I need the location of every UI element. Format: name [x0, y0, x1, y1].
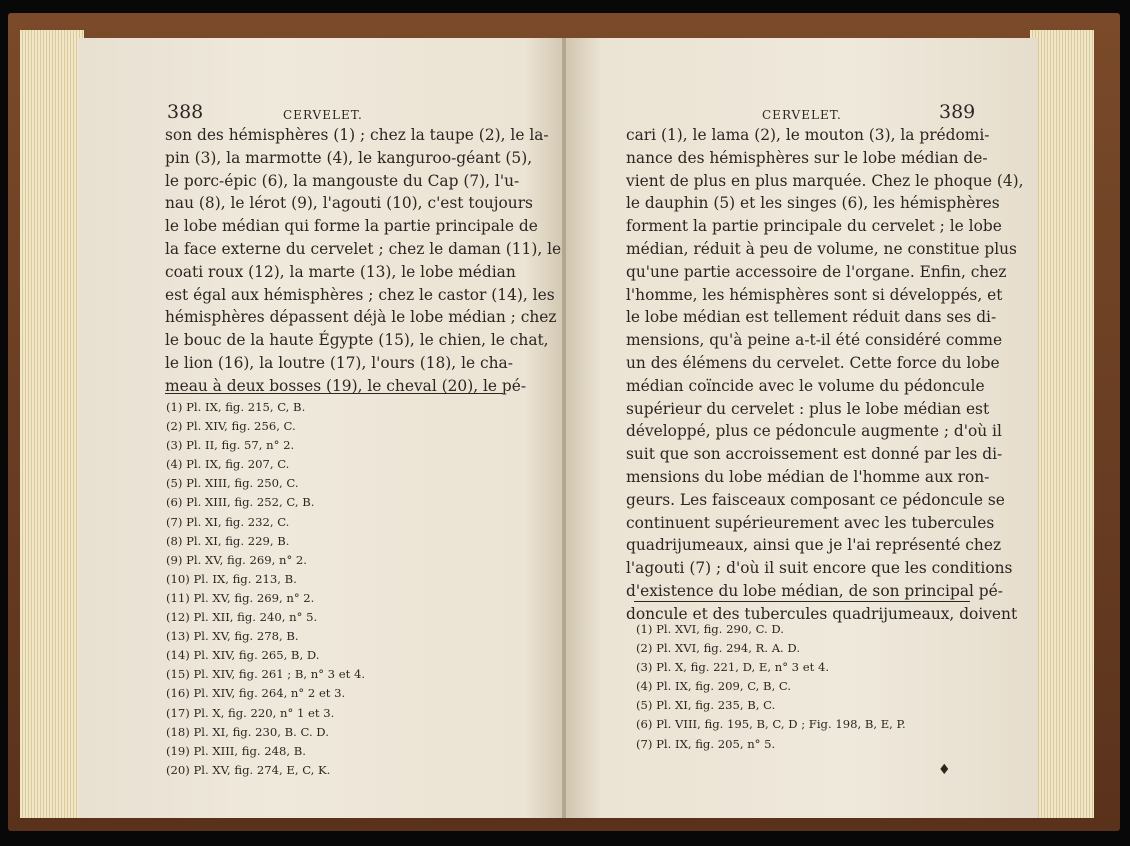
body-line: est égal aux hémisphères ; chez le castor (14), les	[165, 285, 555, 304]
footnote: (1) Pl. XVI, fig. 290, C. D.	[636, 622, 784, 636]
body-line: la face externe du cervelet ; chez le daman (11), le	[165, 239, 562, 258]
footnote: (13) Pl. XV, fig. 278, B.	[166, 629, 299, 644]
body-line: le lobe médian est tellement réduit dans ses di-	[626, 308, 997, 327]
footnote: (16) Pl. XIV, fig. 264, n° 2 et 3.	[166, 686, 346, 701]
footnote: (7) Pl. IX, fig. 205, n° 5.	[636, 736, 776, 751]
body-line: forment la partie principale du cervelet ; le lobe	[626, 217, 1002, 236]
body-line: vient de plus en plus marquée. Chez le phoque (4),	[626, 171, 1024, 190]
body-line: pin (3), la marmotte (4), le kanguroo-géant (5),	[165, 148, 533, 167]
body-line: d'existence du lobe médian, de son principal pé-	[626, 581, 1003, 600]
body-line: l'homme, les hémisphères sont si développés, et	[626, 285, 1003, 304]
body-line: hémisphères dépassent déjà le lobe médian ; chez	[165, 308, 557, 327]
body-line: un des élémens du cervelet. Cette force du lobe	[626, 353, 1000, 372]
body-line: médian, réduit à peu de volume, ne constitue plus	[626, 239, 1017, 258]
footnote: (6) Pl. VIII, fig. 195, B, C, D ; Fig. 198, B, E, P.	[636, 717, 906, 732]
left-running-head: CERVELET.	[283, 108, 363, 122]
body-line: son des hémisphères (1) ; chez la taupe (2), le la-	[165, 126, 549, 144]
footnote: (2) Pl. XVI, fig. 294, R. A. D.	[636, 641, 800, 656]
body-line: le bouc de la haute Égypte (15), le chien, le chat,	[165, 331, 549, 350]
body-line: continuent supérieurement avec les tubercules	[626, 513, 995, 532]
body-line: quadrijumeaux, ainsi que je l'ai représenté chez	[626, 536, 1002, 555]
right-page-edges	[1030, 30, 1094, 818]
footnote: (5) Pl. XIII, fig. 250, C.	[166, 476, 299, 491]
footnote: (12) Pl. XII, fig. 240, n° 5.	[166, 610, 318, 625]
body-line: médian coïncide avec le volume du pédoncule	[626, 376, 985, 395]
body-line: l'agouti (7) ; d'où il suit encore que les conditions	[626, 559, 1013, 578]
footnote: (11) Pl. XV, fig. 269, n° 2.	[166, 590, 315, 605]
right-page-number: 389	[939, 101, 976, 123]
left-footnotes	[166, 398, 365, 780]
body-line: suit que son accroissement est donné par les di-	[626, 445, 1003, 464]
body-line: meau à deux bosses (19), le cheval (20), le pé-	[165, 376, 527, 395]
body-line: supérieur du cervelet : plus le lobe médian est	[626, 399, 990, 418]
footnote: (17) Pl. X, fig. 220, n° 1 et 3.	[166, 705, 335, 720]
footnote-rule	[165, 393, 503, 394]
footnote: (3) Pl. X, fig. 221, D, E, n° 3 et 4.	[636, 660, 830, 675]
body-line: le lobe médian qui forme la partie principale de	[165, 217, 538, 236]
footnote: (9) Pl. XV, fig. 269, n° 2.	[166, 552, 307, 567]
body-line: qu'une partie accessoire de l'organe. Enfin, chez	[626, 262, 1007, 281]
footnote: (15) Pl. XIV, fig. 261 ; B, n° 3 et 4.	[166, 667, 366, 682]
body-line: le dauphin (5) et les singes (6), les hémisphères	[626, 194, 1000, 213]
body-line: mensions du lobe médian de l'homme aux ron-	[626, 467, 990, 486]
footnote: (19) Pl. XIII, fig. 248, B.	[166, 743, 306, 758]
footnote: (2) Pl. XIV, fig. 256, C.	[166, 419, 296, 434]
footnote: (20) Pl. XV, fig. 274, E, C, K.	[166, 762, 331, 777]
ink-mark: ♦	[938, 762, 951, 778]
left-page-number: 388	[167, 101, 204, 123]
body-line: nau (8), le lérot (9), l'agouti (10), c'est toujours	[165, 194, 533, 213]
body-line: cari (1), le lama (2), le mouton (3), la prédomi-	[626, 126, 990, 144]
left-page-edges	[20, 30, 84, 818]
footnote: (4) Pl. IX, fig. 209, C, B, C.	[636, 679, 792, 694]
body-line: doncule et des tubercules quadrijumeaux, doivent	[626, 604, 1018, 623]
footnote-rule	[634, 601, 970, 602]
footnote: (1) Pl. IX, fig. 215, C, B.	[166, 400, 306, 414]
footnote: (18) Pl. XI, fig. 230, B. C. D.	[166, 724, 329, 739]
book-gutter	[562, 38, 566, 818]
right-running-head: CERVELET.	[762, 108, 842, 122]
right-body-text	[626, 124, 1024, 626]
body-line: mensions, qu'à peine a-t-il été considéré comme	[626, 331, 1003, 350]
body-line: le porc-épic (6), la mangouste du Cap (7), l'u-	[165, 171, 520, 190]
footnote: (14) Pl. XIV, fig. 265, B, D.	[166, 648, 320, 663]
footnote: (10) Pl. IX, fig. 213, B.	[166, 571, 297, 586]
footnote: (5) Pl. XI, fig. 235, B, C.	[636, 698, 776, 713]
footnote: (8) Pl. XI, fig. 229, B.	[166, 533, 290, 548]
left-body-text	[165, 124, 562, 398]
footnote: (4) Pl. IX, fig. 207, C.	[166, 457, 290, 472]
body-line: le lion (16), la loutre (17), l'ours (18), le cha-	[165, 353, 513, 372]
footnote: (7) Pl. XI, fig. 232, C.	[166, 514, 290, 529]
body-line: nance des hémisphères sur le lobe médian de-	[626, 148, 988, 167]
body-line: coati roux (12), la marte (13), le lobe médian	[165, 262, 516, 281]
body-line: développé, plus ce pédoncule augmente ; d'où il	[626, 422, 1002, 441]
right-footnotes	[636, 620, 906, 754]
body-line: geurs. Les faisceaux composant ce pédoncule se	[626, 490, 1005, 509]
footnote: (6) Pl. XIII, fig. 252, C, B.	[166, 495, 315, 510]
footnote: (3) Pl. II, fig. 57, n° 2.	[166, 438, 295, 453]
